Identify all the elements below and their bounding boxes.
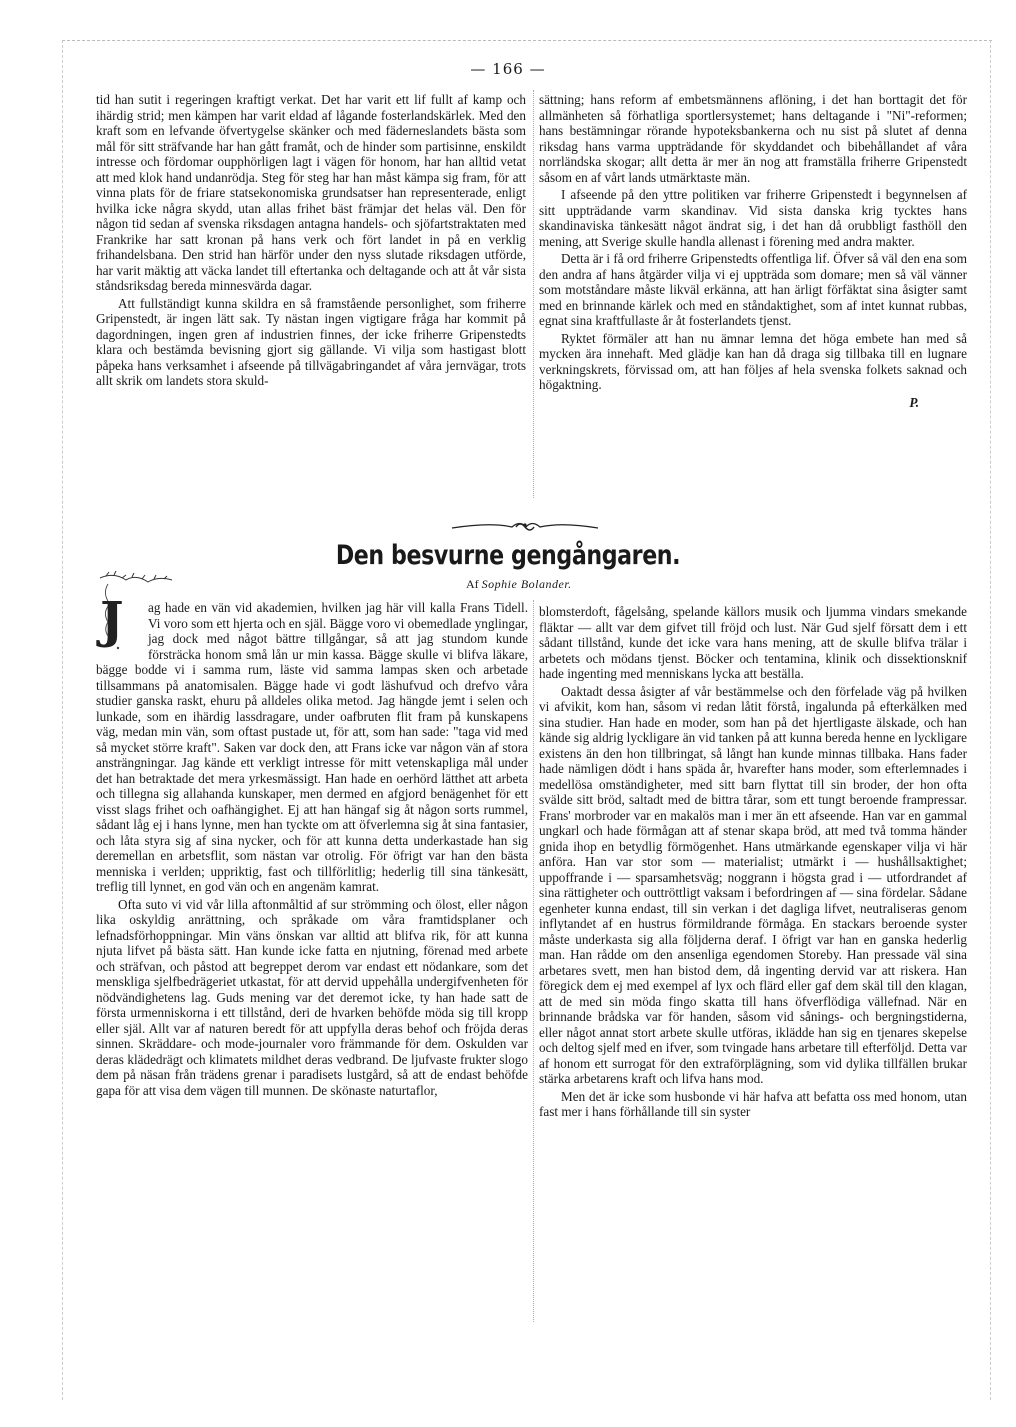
byline (466, 577, 572, 592)
page-frame-right (990, 40, 991, 1400)
paragraph-text: ag hade en vän vid akademien, hvilken jag här vill kalla Frans Tidell. Vi voro som ett hjerta och en själ. Bägge voro vi obemedlade ynglingar, jag dock med något bättre tillgångar, så att jag stundom kunde försträcka honom små lån ur min kassa. Bägge skulle vi blifva läkare, bägge bodde vi i samma rum, läste vid samma lampas sken och arbetade tillsammans på anatomisalen. Bägge hade vi godt läshufvud och drefvo våra studier ganska raskt, ehuru på alldeles olika metod. Jag hängde jemt i selen och lunkade, som en ihärdig lassdragare, under oafbruten flit fram på kunskapens väg, medan min vän, som oftast pustade ut, för att, som han sade: "taga vid med så mycket större kraft". Saken var dock den, att Frans icke var någon vän af stora ansträngningar. Jag kände ett verkligt intresse för mitt vetenskapliga mål under det han betraktade det mera yrkesmässigt. Han hade en oerhörd lätthet att arbeta och tillegna sig allahanda kunskaper, men dermed en afgjord benägenhet för ett visst slags frihet och oafhängighet. Ej att han hängaf sig åt någon sorts rummel, sådant låg ej i hans lynne, men han tyckte om att öfverlemna sig åt sina fantasier, och låta styra sig af sina nycker, och för att kunna detta underkastade han sig deremellan en arbetsflit, som nästan var otrolig. För öfrigt var han den bästa menniska i verlden; uppriktig, fast och tillförlitlig; hederlig till sina tänkesätt, treflig till lynnet, en god vän och en angenäm kamrat. (96, 600, 528, 894)
paragraph: blomsterdoft, fågelsång, spelande källors musik och ljumma vindars smekande fläktar — allt var dem gifvet till fröjd och lust. När Gud sjelf försatt dem i ett sådant tillstånd, kunde det icke vara hans mening, att de skulle blifva trälar i arbetets och mödans tjenst. Böcker och tentamina, klinik och dissektionsknif hade ingenting med menniskans lycka att beställa. (539, 604, 967, 681)
byline-prefix: Af (466, 577, 479, 591)
decorative-ornament-divider (450, 516, 600, 534)
paragraph: tid han sutit i regeringen kraftigt verkat. Det har varit ett lif fullt af kamp och ihärdig strid; men kämpen har varit eldad af lågande fosterlandskärlek. Med den kraft som en lefvande öfvertygelse skänker och med fäderneslandets bästa som mål för sitt sträfvande har han gått framåt, och de hinder som partisinne, enskildt intresse och fördomar oupphörligen lagt i vägen för honom, har han alltid vetat att med klok hand undanrödja. Steg för steg har han måst kämpa sig fram, för att vinna plats för de friare statsekonomiska grundsatser han representerade, enligt hvilka icke några skydd, utan allas frihet bäst främjar det helas väl. Den för någon tid sedan af svenska riksdagen antagna handels- och sjöfartstraktaten med Frankrike har satt kronan på hans verk och fört landet in på en verklig frihandelsbana. Den strid han härför under den nyss slutade riksdagen utförde, har varit mäktig att väcka landet till eftertanka och deltagande och att åt vår sista ståndsriksdag bereda minnesvärda dagar. (96, 92, 526, 293)
column-top-right (539, 92, 967, 410)
drop-cap-letter: J (100, 590, 124, 649)
paragraph: Detta är i få ord friherre Gripenstedts offentliga lif. Öfver så väl den ena som den andra af hans åtgärder vilja vi ej uppträda som domare; men så väl vänner som motståndare måste likväl erkänna, att han ärligt förfäktat sina åsigter samt med en brinnande kärlek och med en ståndaktighet, som af intet kunnat rubbas, egnat sina kraftfullaste år åt fosterlandets tjenst. (539, 251, 967, 328)
column-divider-top (533, 90, 534, 498)
column-top-left (96, 92, 526, 389)
page-number: — 166 — (470, 60, 546, 78)
column-bottom-left (96, 590, 528, 1098)
paragraph: Att fullständigt kunna skildra en så framstående personlighet, som friherre Gripenstedt, är ingen lätt sak. Ty nästan ingen vigtigare fråga har kommit på dagordningen, ingen gren af industrien finnes, der icke friherre Gripenstedts klara och bestämda bevisning gjort sig gällande. Vi vilja som hastigast blott påpeka hans verksamhet i afseende på tillvägabringandet af våra jernvägar, trots allt skrik om landets stora skuld- (96, 295, 526, 388)
column-bottom-right (539, 604, 967, 1120)
article-signature: P. (909, 394, 919, 410)
paragraph: Men det är icke som husbonde vi här hafva att befatta oss med honom, utan fast mer i hans förhållande till sin syster (539, 1088, 967, 1119)
drop-cap (94, 590, 142, 649)
story-title: Den besvurne gengångaren. (335, 540, 681, 571)
page-frame-left (62, 40, 63, 1400)
column-divider-bottom (533, 600, 534, 1322)
page-frame-top (62, 40, 992, 41)
paragraph: Ofta suto vi vid vår lilla aftonmåltid af sur strömming och ölost, eller någon lika oskyldig anrättning, och språkade om våra framtidsplaner och lefnadsförhoppningar. Min väns önskan var alltid att blifva rik, för att kunna njuta lifvet på bästa sätt. Han kunde icke fatta en njutning, förenad med arbete och sträfvan, och påstod att begreppet derom var endast ett nödankare, som det menskliga sjelfbedrägeriet utkastat, för att dervid uppehålla undergifvenheten för nödvändighetens lag. Guds mening var det deremot icke, ty han hade satt de första urmenniskorna i ett tillstånd, deri de hvarken behöfde möda sig till kropp eller själ. Allt var af naturen beredt för att uppfylla deras behof och fröjda deras sinnen. Skräddare- och mode-journaler voro främmande för dem. Oskulden var deras klädedrägt och klimatets mildhet deras vedbrand. De ljufvaste frukter slogo dem på näsan från trädens grenar i paradisets lustgård, så att de endast behöfde gapa för att visa dem vägen till munnen. De skönaste naturtaflor, (96, 896, 528, 1098)
byline-author: Sophie Bolander. (481, 577, 572, 591)
paragraph: I afseende på den yttre politiken var friherre Gripenstedt i begynnelsen af sitt uppträdande varm skandinav. Vid sista danska krig tycktes hans skandinaviska tänkesätt något ändrat sig, i det han då orubbligt fasthöll den mening, att Sverige skulle handla allenast i förening med andra makter. (539, 187, 967, 249)
paragraph: Ryktet förmäler att han nu ämnar lemna det höga embete han med så mycken ära innehaft. Med glädje kan han då draga sig tillbaka till en lugnare verkningskrets, förvissad om, att han följes af hela svenska folkets saknad och högaktning. (539, 330, 967, 392)
paragraph: Oaktadt dessa åsigter af vår bestämmelse och den förfelade väg på hvilken vi afvikit, kom han, såsom vi redan låtit förstå, ingalunda på efterkälken med sina studier. Han hade en moder, som han på det hjertligaste älskade, och han kände sig aldrig lyckligare än vid tanken på att kunna bereda henne en lyckligare existens än den hon tillbringat, så långt han kunde minnas tillbaka. Hans fader hade nämligen dödt i hans späda år, hvarefter hans moder, som efterlemnades i medellösa omständigheter, med sitt barn flyttat till sin broder, der hon ofta svälde sitt bröd, saltadt med de bittra tårar, som ett tungt beroende frampressar. Frans' morbroder var en makalös man i mer än ett afseende. Han var en gammal ungkarl och hade förmågan att af stenar skapa bröd, att med två tomma händer gnida ihop en betydlig förmögenhet. Hans utmärkande egenskaper vilja vi här anföra. Han var stor som — materialist; utmärkt i — hushållsaktighet; uppoffrande i — sparsamhetsväg; noggrann i högsta grad i — utfordrandet af sina rättigheter och outtröttligt vaksam i befordringen af — sina fördelar. Sådane egenheter kunna endast, till sin verkan i det dagliga lifvet, neutraliseras genom inflytandet af en hustrus förmildrande förmåga. En stackars beroende syster måste underkasta sig alla följderna deraf. I öfrigt var han en ganska hederlig man. Han rådde om den ansenliga egendomen Storeby. Han pressade väl sina arbetares svett, men han bistod dem, då ingenting dervid var att riskera. Han föregick dem ej med exempel af lyx och flärd eller gaf dem skäl till den klagan, att de med sin möda fingo skatta till hans öfverflödiga vällefnad. När en brinnande brådska var för handen, såsom vid sånings- och bergningstiderna, eller något annat stort arbete skulle utföras, iklädde han sig en tjenares skepelse och deltog sjelf med en ifver, som tvingade hans arbetare till efterföljd. Detta var af honom ett surrogat för den extraförplägning, som vid dylika tillfällen brukar stärka arbetarens kraft och lifva hans mod. (539, 683, 967, 1086)
paragraph: sättning; hans reform af embetsmännens aflöning, i det han borttagit det för allmänheten så förhatliga sportlersystemet; hans deltagande i "Ni"-reformen; hans bestämningar rörande hypoteksbankerna och nu sist på slutet af denna riksdag hans varma uppträdande för skyddandet och bibehållandet af våra norrländska skogar; allt detta är mer än nog att framställa friherre Gripenstedt såsom en af vårt lands utmärktaste män. (539, 92, 967, 185)
paragraph (96, 590, 528, 895)
